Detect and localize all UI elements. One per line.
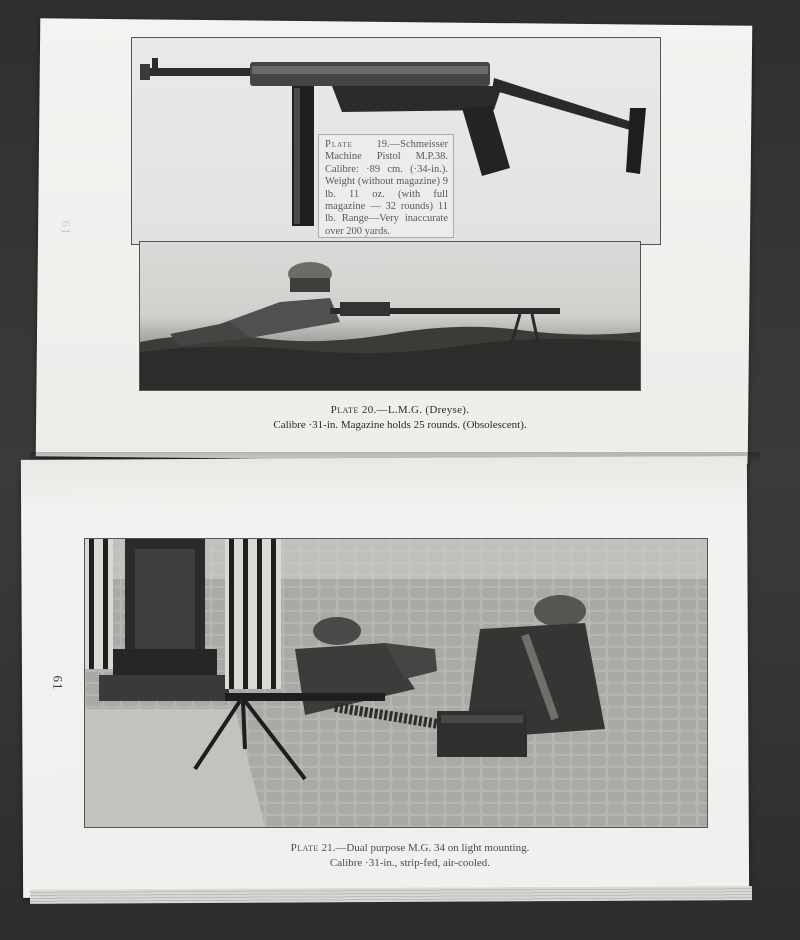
top-page-number: 61: [58, 220, 74, 236]
plate-19-caption: [318, 134, 454, 238]
plate-21-photo: [84, 538, 708, 828]
plate-19-text: 19.—Schmeisser Machine Pistol M.P.38. Calibre: ·89 cm. (·34-in.). Weight (without magazine) 9 lb. 11 oz. (with full magazine — 32 rounds) 11 lb. Range—Very inaccurate over 200 yards.: [325, 139, 448, 237]
plate-21-title: 21.—Dual purpose M.G. 34 on light mounting.: [321, 842, 530, 854]
lmg-soldier-illustration: [140, 242, 640, 390]
plate-19-label: Plate: [325, 139, 353, 150]
plate-20-caption-line2: Calibre ·31-in. Magazine holds 25 rounds. (Obsolescent).: [273, 419, 527, 431]
plate-20-label: Plate: [330, 404, 359, 416]
bottom-page-number: 61: [50, 675, 66, 691]
plate-21-label: Plate: [290, 842, 319, 854]
plate-20-photo: [139, 241, 641, 391]
plate-21-caption-line2: Calibre ·31-in., strip-fed, air-cooled.: [329, 857, 491, 869]
plate-20-caption-line1: [230, 404, 570, 416]
mg34-crew-illustration: [85, 539, 707, 827]
plate-20-title: 20.—L.M.G. (Dreyse).: [361, 404, 470, 416]
plate-21-caption-line1: [200, 842, 620, 854]
